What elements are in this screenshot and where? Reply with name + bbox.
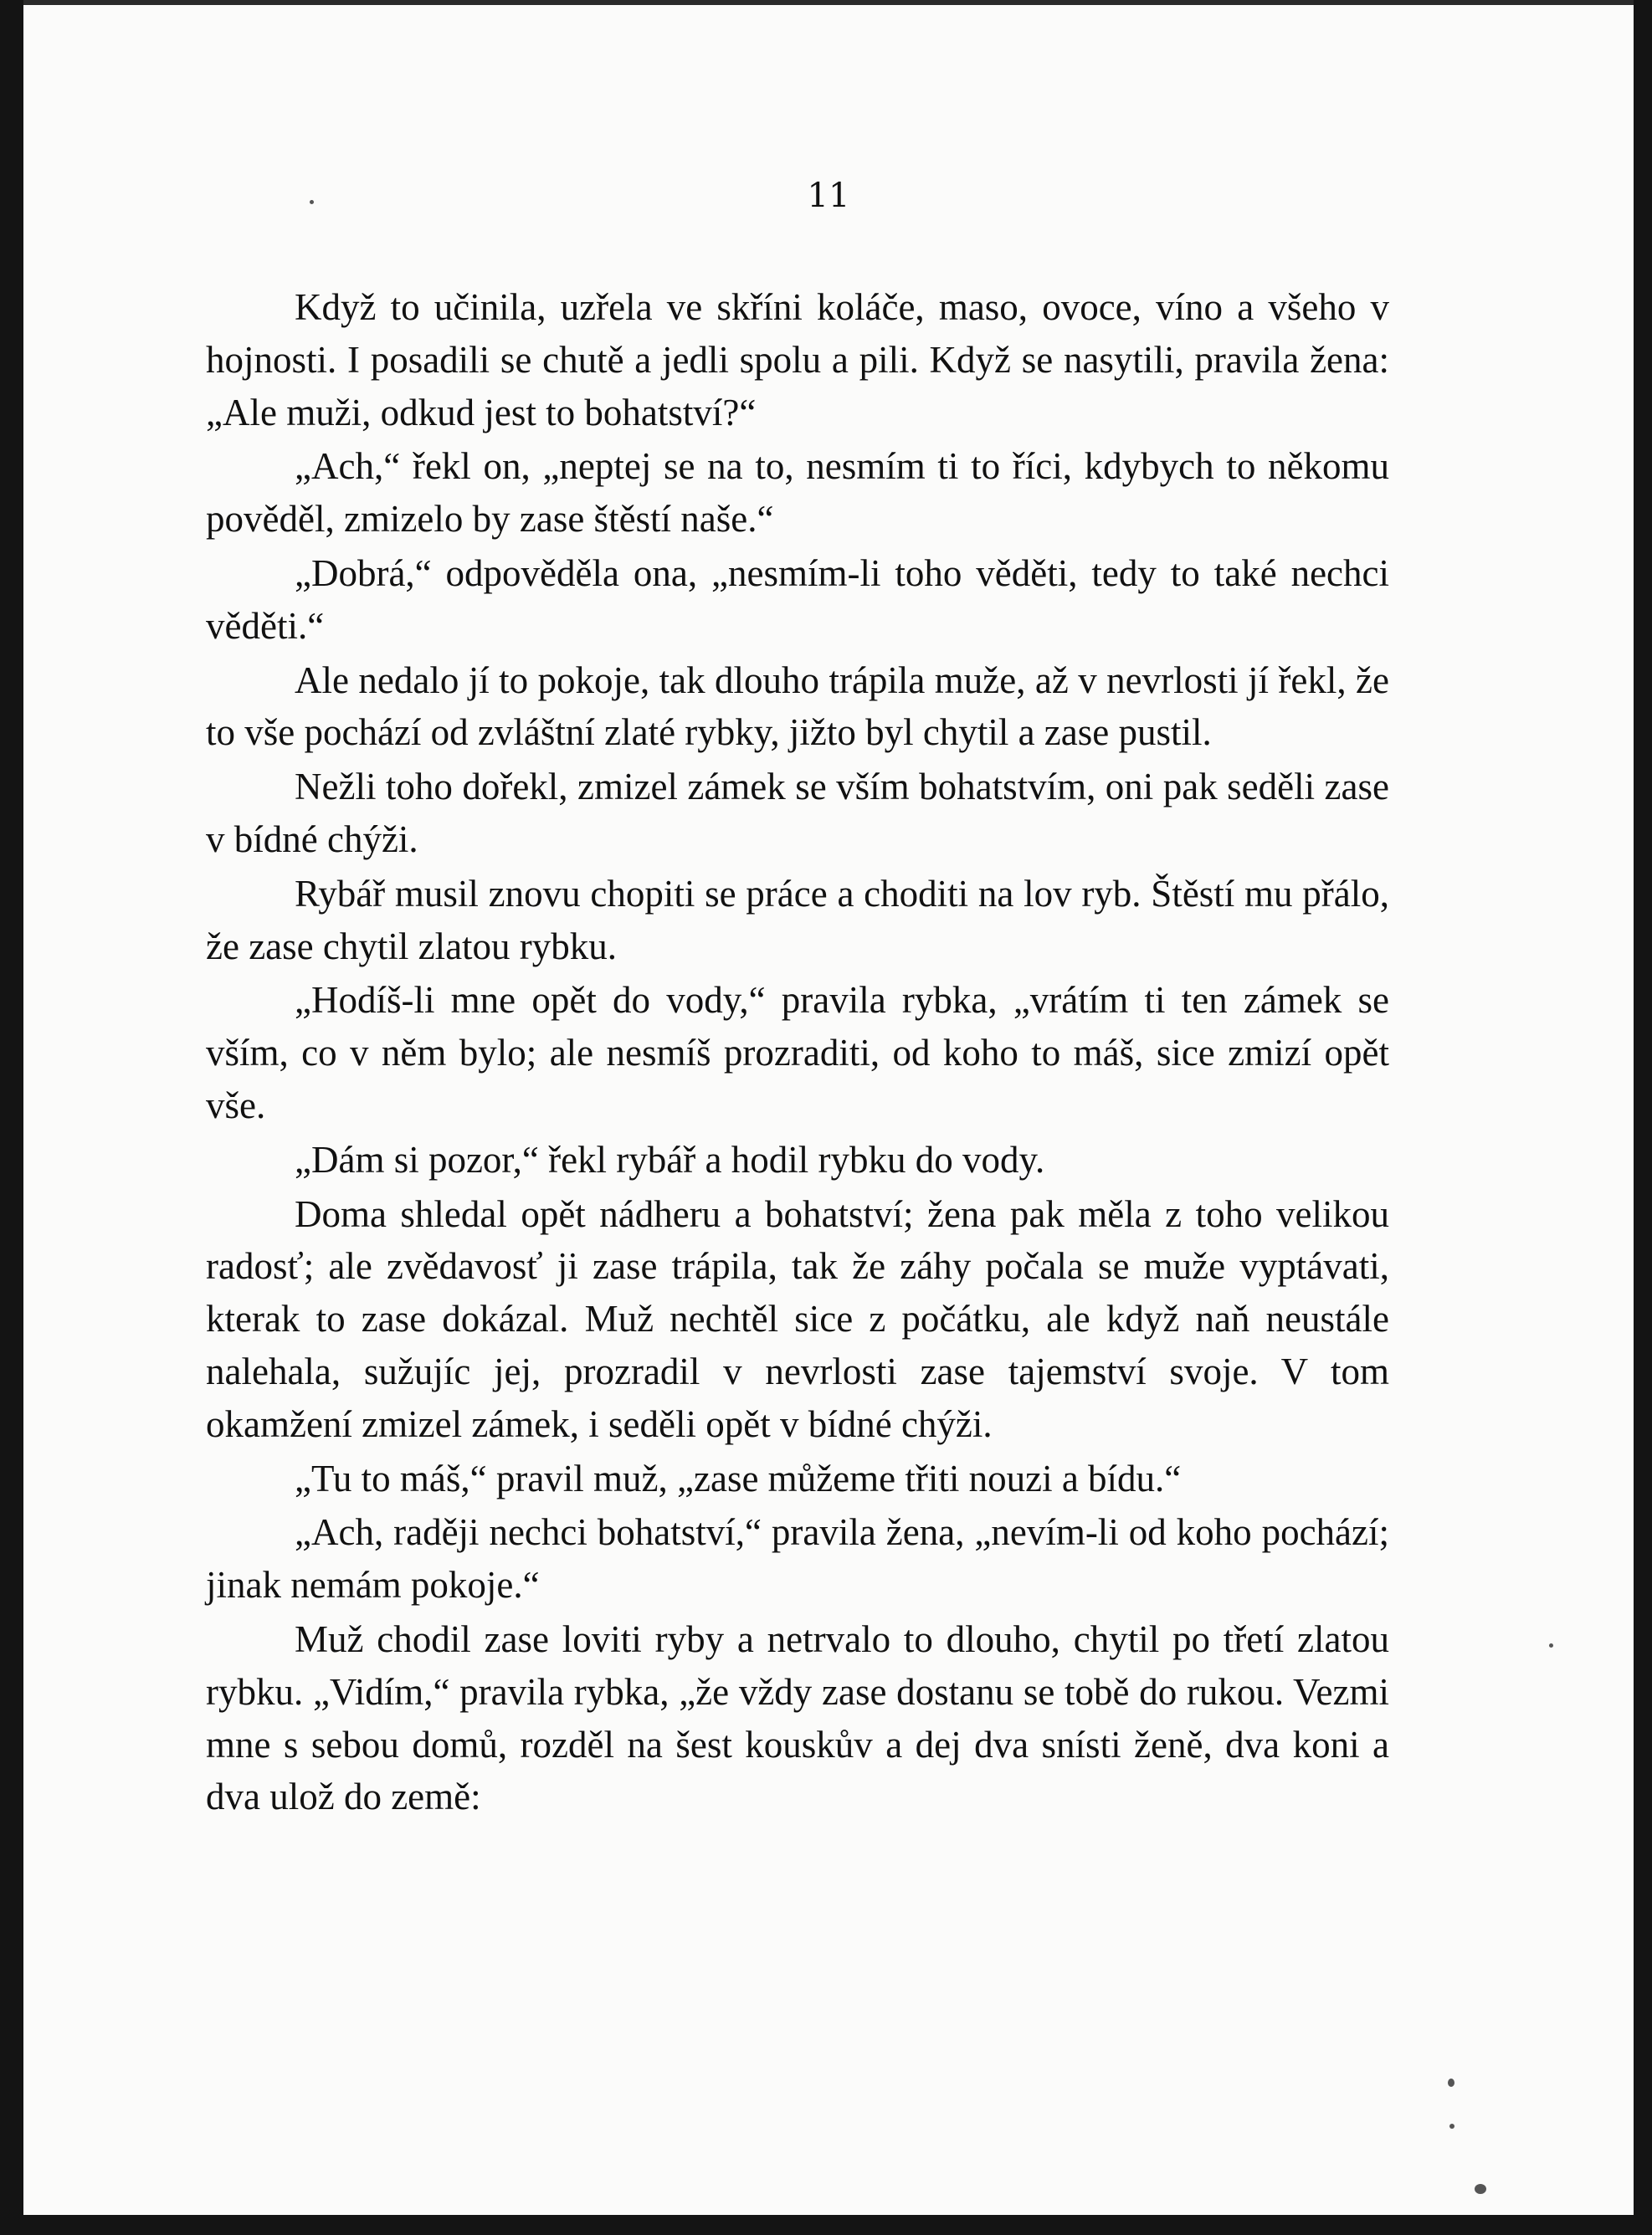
paragraph: „Dobrá,“ odpověděla ona, „nesmím-li toho věděti, tedy to také nechci věděti.“ <box>206 551 1389 647</box>
paragraph: Nežli toho dořekl, zmizel zámek se vším bohatstvím, oni pak seděli zase v bídné chýži. <box>206 766 1389 860</box>
paragraph: Rybář musil znovu chopiti se práce a choditi na lov ryb. Štěstí mu přálo, že zase chytil zlatou rybku. <box>206 872 1389 967</box>
paragraph: „Dám si pozor,“ řekl rybář a hodil rybku do vody. <box>295 1138 1045 1181</box>
paragraph: „Hodíš-li mne opět do vody,“ pravila rybka, „vrátím ti ten zámek se vším, co v něm bylo; ale nesmíš prozraditi, od koho to máš, sice zmizí opět vše. <box>206 979 1389 1126</box>
scan-speck <box>1448 2079 1454 2087</box>
scan-speck <box>1475 2184 1486 2194</box>
paragraph: „Tu to máš,“ pravil muž, „zase můžeme třiti nouzi a bídu.“ <box>295 1457 1182 1499</box>
scan-border-bottom <box>0 2215 1652 2235</box>
paragraph: Muž chodil zase loviti ryby a netrvalo to dlouho, chytil po třetí zlatou rybku. „Vidím,“ pravila rybka, „že vždy zase dostanu se tobě do rukou. Vezmi mne s sebou domů, rozděl na šest kouskův a dej dva snísti ženě, dva koni a dva ulož do země: <box>206 1617 1389 1818</box>
paragraph: Ale nedalo jí to pokoje, tak dlouho trápila muže, až v nevrlosti jí řekl, že to vše pochází od zvláštní zlaté rybky, jižto byl chytil a zase pustil. <box>206 659 1389 754</box>
scan-speck <box>1449 2124 1454 2129</box>
paragraph: Když to učinila, uzřela ve skříni koláče, maso, ovoce, víno a všeho v hojnosti. I posadili se chutě a jedli spolu a pili. Když se nasytili, pravila žena: „Ale muži, odkud jest to bohatství?“ <box>206 286 1389 433</box>
paragraph: Doma shledal opět nádheru a bohatství; žena pak měla z toho velikou radosť; ale zvědavosť ji zase trápila, tak že záhy počala se muže vyptávati, kterak to zase dokázal. Muž nechtěl sice z počátku, ale když naň neustále nalehala, sužujíc jej, prozradil v nevrlosti zase tajemství svoje. V tom okamžení zmizel zámek, i seděli opět v bídné chýži. <box>206 1192 1389 1445</box>
scan-border-right <box>1634 0 1652 2235</box>
book-page <box>23 5 1634 2215</box>
paragraph: „Ach, raději nechci bohatství,“ pravila žena, „nevím-li od koho pochází; jinak nemám pokoje.“ <box>206 1511 1389 1607</box>
scan-border-left <box>0 0 23 2235</box>
page-number: 11 <box>807 177 850 215</box>
paragraph: „Ach,“ řekl on, „neptej se na to, nesmím ti to říci, kdybych to někomu pověděl, zmizelo by zase štěstí naše.“ <box>206 445 1389 541</box>
scan-speck <box>310 200 314 204</box>
scan-speck <box>1549 1643 1553 1648</box>
page-text <box>206 281 1389 1825</box>
